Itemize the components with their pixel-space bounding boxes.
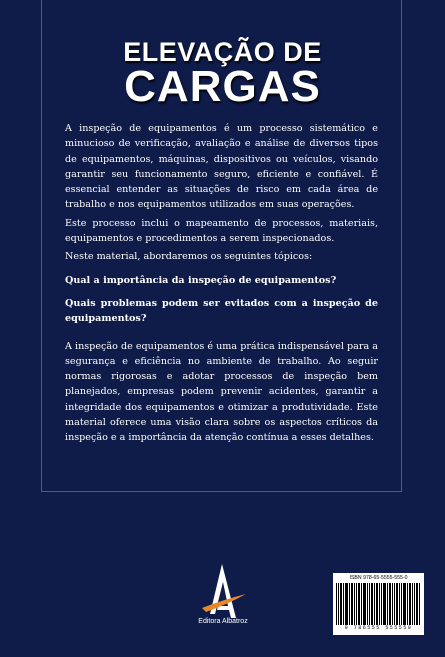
paragraph-topics: Neste material, abordaremos os seguintes tópicos: xyxy=(65,251,313,263)
barcode-digits: 9 786555 555550 xyxy=(344,625,413,631)
cover-body-text xyxy=(65,121,378,449)
title-line-1: ELEVAÇÃO DE xyxy=(123,37,322,67)
question-1: Qual a importância da inspeção de equipamentos? xyxy=(65,274,337,286)
isbn-label: ISBN 978-65-5555-555-0 xyxy=(349,575,408,581)
albatroz-logo-icon xyxy=(188,562,258,642)
publisher-name: Editora Albatroz xyxy=(198,618,248,625)
paragraph-process: Este processo inclui o mapeamento de processos, materiais, equipamentos e procedimentos a serem inspecionados. xyxy=(65,217,378,245)
title-line-2: CARGAS xyxy=(124,62,321,111)
paragraph-conclusion: A inspeção de equipamentos é uma prática indispensável para a segurança e eficiência no ambiente de trabalho. Ao seguir normas rigorosas e adotar processos de inspeção bem planejados, empresas podem prevenir acidentes, garantir a integridade dos equipamentos e otimizar a produtividade. Este material oferece uma visão clara sobre os aspectos críticos da inspeção e a importância da atenção contínua a esses detalhes. xyxy=(65,340,378,444)
barcode-bars xyxy=(336,583,421,625)
question-2: Quais problemas podem ser evitados com a inspeção de equipamentos? xyxy=(65,297,378,325)
paragraph-intro: A inspeção de equipamentos é um processo sistemático e minucioso de verificação, avaliação e análise de diversos tipos de equipamentos, máquinas, dispositivos ou veículos, visando garantir seu funcionamento seguro, eficiente e confiável. É essencial entender as situações de risco em cada área de trabalho e nos equipamentos utilizados em suas operações. xyxy=(65,123,378,211)
barcode xyxy=(333,573,424,635)
